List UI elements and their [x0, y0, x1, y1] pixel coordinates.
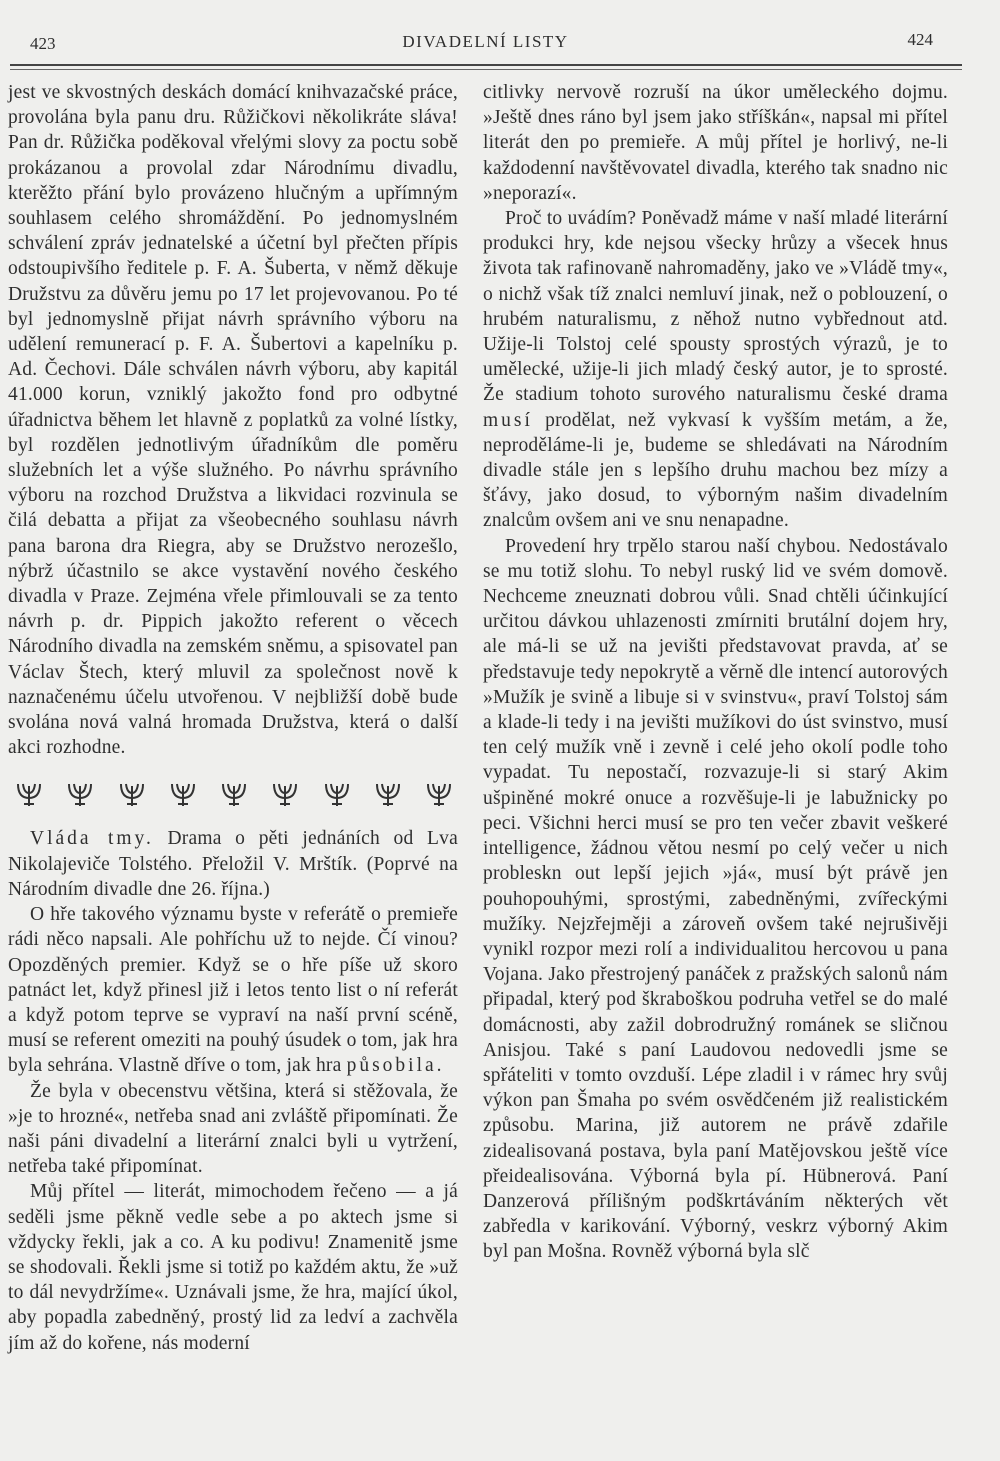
page-number-left: 423: [30, 34, 56, 53]
tulip-ornament-icon: [219, 780, 249, 808]
review-meta: Drama o pěti jednáních od Lva Nikolajeviče Tolstého. Přeložil V. Mrštík. (Poprvé na Národním divadle dne 26. října.): [8, 828, 458, 900]
review-paragraph: O hře takového významu byste v referátě o premieře rádi něco napsali. Ale pohříchu už to nejde. Čí vinou? Opozděných premier. Když se o hře píše už skoro patnáct let, když přinesl již i letos tento list o ní referát a když potom teprve se vypraví na naší první scéně, musí se referent omeziti na pouhý úsudek o tom, jak hra byla sehrána. Vlastně dříve o tom, jak hra působila.: [8, 904, 458, 1077]
review-paragraph: Provedení hry trpělo starou naší chybou. Nedostávalo se mu totiž slohu. To nebyl ruský lid ve svém domově. Nechceme zneuznati dobrou vůli. Snad chtěli účinkující určitou dávkou uhlazenosti zmírniti brutální dojem hry, ale má-li se už na jevišti představovat pravda, ať se představuje tedy nepokrytě a věrně dle intencí autorových »Mužík je svině a libuje si v svinstvu«, praví Tolstoj sám a klade-li tedy i na jevišti mužíkovi do úst svinstvo, musí ten celý mužík vně i zevně i celé jeho okolí podle toho vypadat. Tu nepostačí, rozvazuje-li si starý Akim ušpiněné mokré onuce a rozvěšuje-li je labužnicky po peci. Všichni herci musí se pro ten večer zbavit veškeré intelligence, žádnou větou nesmí po celý večer u nich probleskn out lepší jejich »já«, musí být právě jen pouhopouhými, sprostými, zabedněnými, zvířeckými mužíky. Nejzřejměji a zároveň ovšem také nejrušivěji vynikl rozpor mezi rolí a individualitou hercovou u pana Vojana. Jako přestrojený panáček z pražských salonů nám připadal, který pod škraboškou podruha vetřel se do malé domácnosti, aby zažil dobrodružný románek se sličnou Anisjou. Také s paní Laudovou nedovedli jsme se spřáteliti v tomto ovzduší. Lépe zladil i v rámec hry svůj výkon pan Šmaha po svém osvědčeném již realistickém způsobu. Marina, již autorem ne právě zdařile zidealisovaná postava, byla paní Matějovskou ještě více přeidealisována. Výborná byla pí. Hübnerová. Paní Danzerová přílišným podškrtáváním některých vět zabředla v karikování. Výborný, veskrz výborný Akim byl pan Mošna. Rovněž výborná byla slč: [483, 535, 948, 1263]
tulip-ornament-icon: [14, 780, 44, 808]
ornament-divider: [14, 774, 454, 814]
tulip-ornament-icon: [117, 780, 147, 808]
left-column: [8, 80, 458, 1356]
tulip-ornament-icon: [65, 780, 95, 808]
page-number-right: 424: [907, 30, 933, 49]
review-paragraph: Proč to uvádím? Poněvadž máme v naší mladé literární produkci hry, kde nejsou všecky hrůzy a všecek hnus života tak rafinovaně nahromaděny, jako ve »Vládě tmy«, o nichž však tíž znalci nemluví jinak, než o poblouzení, o hrubém naturalismu, z něhož nutno vybřednout atd. Užije-li Tolstoj celé spousty sprostých výrazů, je to umělecké, užije-li jich mladý český autor, je to sprosté. Že stadium tohoto surového naturalismu české drama musí prodělat, než vykvasí k vyšším metám, a že, neproděláme-li je, budeme se shledávati na Národním divadle stále jen s lepšího druhu machou bez mízy a šťávy, jako dosud, to výborným našim divadelním znalcům ovšem ani ve snu nenapadne.: [483, 208, 948, 532]
tulip-ornament-icon: [424, 780, 454, 808]
running-header: [8, 30, 963, 60]
review-heading: [8, 826, 458, 902]
meeting-report-paragraph: jest ve skvostných deskách domácí knihvazačské práce, provolána byla panu dru. Růžičkovi několikráte sláva! Pan dr. Růžička poděkoval vřelými slovy za poctu sobě prokázanou a provolal zdar Národnímu divadlu, kterěžto přání bylo provázeno hlučným a upřímným souhlasem celého shromáždění. Po jednomyslném schválení zpráv jednatelské a účetní byl přečten přípis odstoupivšího ředitele p. F. A. Šuberta, v němž děkuje Družstvu za důvěru jemu po 17 let projevovanou. Po té byl jednomyslně přijat návrh správního výboru na udělení remunerací p. F. A. Šubertovi a kapelníku p. Ad. Čechovi. Dále schválen návrh výboru, aby kapitál 41.000 korun, vzniklý jakožto fond pro odbytné úřadnictva během let hlavně z poplatků za volné lístky, byl rozdělen jednotlivým úřadníkům dle poměru služebních let a výše služného. Po návrhu správního výboru na rozchod Družstva a likvidaci rozvinula se čilá debatta a přijat za všeobecného souhlasu návrh pana barona dra Riegra, aby se Družstvo nerozešlo, nýbrž účastnilo se akce vystavění nového českého divadla v Praze. Zejména vřele přimlouvali se za tento návrh p. dr. Pippich jakožto referent o věcech Národního divadla na zemském sněmu, a spisovatel pan Václav Štech, který mluvil za společnost nově k naznačenému účelu utvořenou. V nejbližší době bude svolána nová valná hromada Družstva, která o další akci rozhodne.: [8, 82, 458, 759]
tulip-ornament-icon: [270, 780, 300, 808]
header-rule: [10, 64, 962, 66]
tulip-ornament-icon: [373, 780, 403, 808]
tulip-ornament-icon: [322, 780, 352, 808]
header-rule-thin: [10, 69, 962, 70]
tulip-ornament-icon: [168, 780, 198, 808]
review-paragraph: Můj přítel — literát, mimochodem řečeno — a já seděli jsme pěkně vedle sebe a po aktech jsme si vždycky řekli, jak a co. A ku podivu! Znamenitě jsme se shodovali. Řekli jsme si totiž po každém aktu, že »už to dál nevydržíme«. Uznávali jsme, že hra, mající úkol, aby popadla zabedněný, prostý lid za ledví a zachvěla jím až do kořene, nás moderní: [8, 1181, 458, 1354]
review-paragraph: Že byla v obecenstvu většina, která si stěžovala, že »je to hrozné«, netřeba snad ani zvláště připomínati. Že naši páni divadelní a literární znalci byli u vytržení, netřeba také připomínat.: [8, 1080, 458, 1178]
running-title: DIVADELNÍ LISTY: [402, 32, 569, 51]
review-title: Vláda tmy.: [30, 828, 154, 850]
right-column: [483, 80, 948, 1265]
spaced-emphasis: působila: [346, 1055, 437, 1077]
spaced-emphasis: musí: [483, 409, 533, 431]
review-paragraph: citlivky nervově rozruší na úkor uměleckého dojmu. »Ještě dnes ráno byl jsem jako stříškán«, napsal mi přítel literát den po premieře. A můj přítel je horlivý, ne-li každodenní navštěvovatel divadla, kterého tak snadno nic »neporazí«.: [483, 82, 948, 204]
